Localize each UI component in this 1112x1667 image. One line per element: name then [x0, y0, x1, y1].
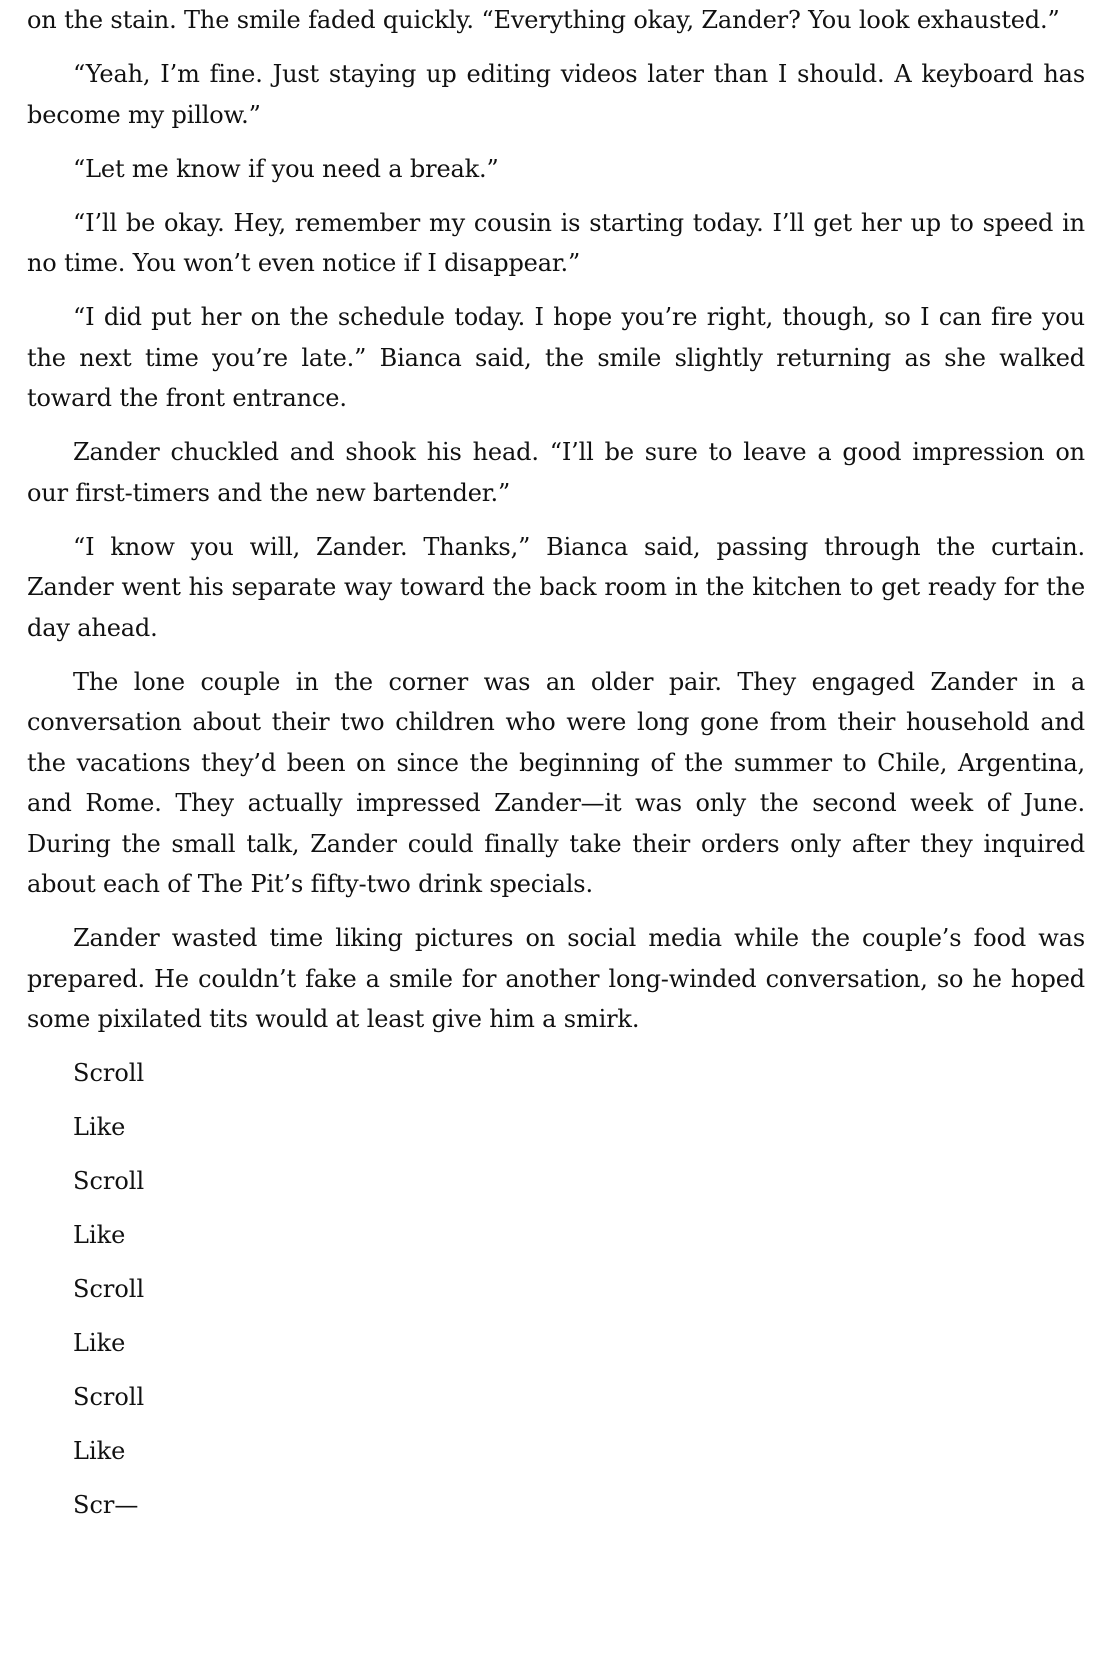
short-line-like: Like: [73, 1437, 126, 1465]
book-page: [27, 0, 1085, 1539]
paragraph-4: “I’ll be okay. Hey, remember my cousin is starting today. I’ll get her up to speed in no time. You won’t even notice if I disappear.”: [27, 208, 1085, 277]
paragraph-6: Zander chuckled and shook his head. “I’ll be sure to leave a good impression on our first-timers and the new bartender.”: [27, 438, 1085, 507]
paragraph-5: “I did put her on the schedule today. I hope you’re right, though, so I can fire you the next time you’re late.” Bianca said, the smile slightly returning as she walked toward the front entrance.: [27, 303, 1085, 412]
short-line-like: Like: [73, 1113, 126, 1141]
paragraph-3: “Let me know if you need a break.”: [73, 154, 499, 183]
paragraph-1: on the stain. The smile faded quickly. “Everything okay, Zander? You look exhausted.”: [27, 6, 1060, 34]
short-line-like: Like: [73, 1221, 126, 1249]
short-line-scroll: Scroll: [73, 1383, 145, 1411]
paragraph-7: “I know you will, Zander. Thanks,” Bianca said, passing through the curtain. Zander went his separate way toward the back room in the kitchen to get ready for the day ahead.: [27, 532, 1085, 642]
paragraph-9: Zander wasted time liking pictures on social media while the couple’s food was prepared. He couldn’t fake a smile for another long-winded conversation, so he hoped some pixilated tits would at least give him a smirk.: [27, 924, 1085, 1033]
paragraph-8: The lone couple in the corner was an older pair. They engaged Zander in a conversation about their two children who were long gone from their household and the vacations they’d been on since the beginning of the summer to Chile, Argentina, and Rome. They actually impressed Zander—it was only the second week of June. During the small talk, Zander could finally take their orders only after they inquired about each of The Pit’s fifty-two drink specials.: [27, 667, 1085, 898]
short-line-scroll: Scroll: [73, 1275, 145, 1303]
short-line-scroll: Scroll: [73, 1167, 145, 1195]
short-line-like: Like: [73, 1329, 126, 1357]
short-line-scroll: Scroll: [73, 1059, 145, 1087]
short-line-scr-cut: Scr—: [73, 1491, 139, 1519]
paragraph-2: “Yeah, I’m fine. Just staying up editing videos later than I should. A keyboard has become my pillow.”: [27, 60, 1085, 129]
